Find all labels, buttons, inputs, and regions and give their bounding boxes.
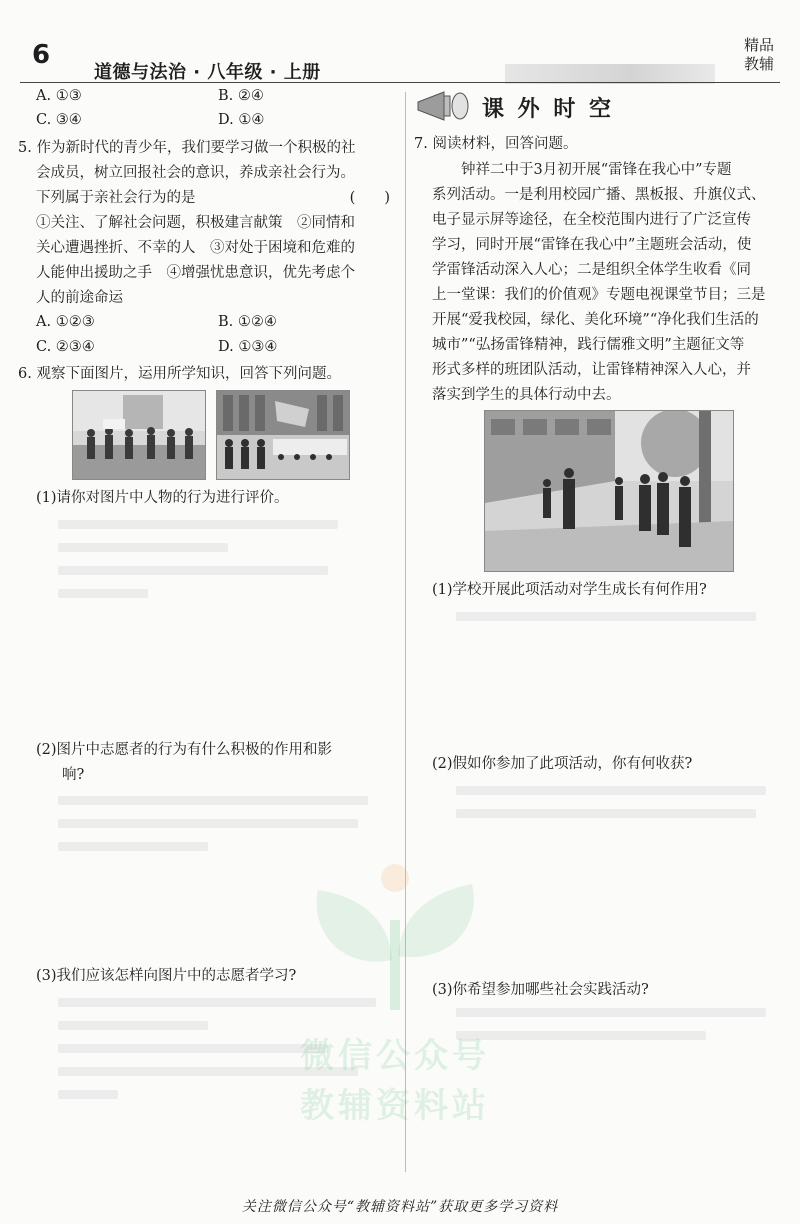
q7-material-line: 学雷锋活动深入人心；二是组织全体学生收看《同 [432,262,751,278]
faint-answer-line [456,786,766,795]
faint-answer-line [58,566,328,575]
faint-answer-line [58,1090,118,1099]
q5-option-d: D. ①③④ [218,339,278,355]
q7-sub-question-3: (3)你希望参加哪些社会实践活动? [432,982,649,998]
q6-sub-question-1: (1)请你对图片中人物的行为进行评价。 [36,490,289,506]
faint-answer-line [456,809,756,818]
question-5 [18,136,396,311]
q7-material-line: 形式多样的班团队活动，让雷锋精神深入人心，并 [432,362,751,378]
q6-sub-question-3: (3)我们应该怎样向图片中的志愿者学习? [36,968,297,984]
q7-material-line: 学习，同时开展“雷锋在我心中”主题班会活动，使 [432,237,752,253]
q6-sub-question-2-line-2: 响? [62,767,85,783]
q7-material-line: 钟祥二中于3月初开展“雷锋在我心中”专题 [461,162,732,178]
faint-answer-line [58,819,358,828]
q7-material-line: 上一堂课：我们的价值观》专题电视课堂节目；三是 [432,287,766,303]
q4-option-d: D. ①④ [218,112,265,128]
q6-sub-question-2 [36,738,396,788]
q5-line: 会成员，树立回报社会的意识，养成亲社会行为。 [36,165,355,181]
faint-answer-line [58,543,228,552]
footer-note: 关注微信公众号“教辅资料站”获取更多学习资料 [241,1199,559,1215]
brand-logo [744,36,774,74]
q5-line: 人的前途命运 [36,290,123,306]
q5-line: 下列属于亲社会行为的是 [36,190,196,206]
volunteer-photo-2 [216,390,350,480]
q6-answer-area-1 [58,520,358,598]
header-decorative-band [505,64,715,84]
faint-answer-line [58,589,148,598]
brand-line-1: 精品 [743,36,774,54]
faint-answer-line [456,1008,766,1017]
q5-option-c: C. ②③④ [36,339,95,355]
sprout-logo-icon [300,860,490,1020]
q5-line: 人能伸出援助之手 ④增强忧患意识，优先考虑个 [36,265,355,281]
q5-line: 5. 作为新时代的青少年，我们要学习做一个积极的社 [18,140,356,156]
faint-answer-line [456,1031,706,1040]
volunteer-photo-1 [72,390,206,480]
q7-answer-area-1 [456,612,776,621]
q4-option-c: C. ③④ [36,112,82,128]
q4-option-b: B. ②④ [218,88,264,104]
watermark-line-1: 微信公众号 [300,1036,490,1076]
q5-line: 关心遭遇挫折、不幸的人 ③对处于困境和危难的 [36,240,355,256]
q7-material-line: 系列活动。一是利用校园广播、黑板报、升旗仪式、 [432,187,766,203]
faint-answer-line [58,520,338,529]
q7-answer-area-2 [456,786,776,818]
watermark-line-2: 教辅资料站 [300,1086,490,1126]
q7-answer-area-3 [456,1008,776,1040]
faint-answer-line [58,1021,208,1030]
faint-answer-line [58,796,368,805]
faint-answer-line [456,612,756,621]
page-number: 6 [32,40,51,70]
street-activity-photo [484,410,734,572]
q5-option-a: A. ①②③ [36,314,95,330]
q5-line: ①关注、了解社会问题，积极建言献策 ②同情和 [36,215,355,231]
faint-answer-line [58,842,208,851]
section-title: 课 外 时 空 [482,97,614,122]
q7-material-line: 电子显示屏等途径，在全校范围内进行了广泛宣传 [432,212,751,228]
q7-sub-question-2: (2)假如你参加了此项活动，你有何收获? [432,756,693,772]
faint-answer-line [58,1044,328,1053]
q7-material-line: 开展“爱我校园，绿化、美化环境”“净化我们生活的 [432,312,759,328]
q7-material-line: 落实到学生的具体行动中去。 [432,387,621,403]
megaphone-icon [414,88,470,124]
q5-option-b: B. ①②④ [218,314,277,330]
street-activity-photo-image [485,411,733,571]
q7-prompt: 7. 阅读材料，回答问题。 [414,136,578,152]
q6-sub-question-2-line-1: (2)图片中志愿者的行为有什么积极的作用和影 [36,742,333,758]
q6-prompt: 6. 观察下面图片，运用所学知识，回答下列问题。 [18,366,341,382]
volunteer-photo-1-image [73,391,205,479]
header-rule [20,82,780,83]
q6-answer-area-2 [58,796,388,851]
book-title: 道德与法治 · 八年级 · 上册 [94,62,321,83]
q7-material [432,158,782,408]
q7-material-line: 城市”“弘扬雷锋精神，践行儒雅文明”主题征文等 [432,337,745,353]
q7-sub-question-1: (1)学校开展此项活动对学生成长有何作用? [432,582,707,598]
q4-option-a: A. ①③ [36,88,82,104]
volunteer-photo-2-image [217,391,349,479]
q5-answer-blank: ( ) [349,190,390,206]
brand-line-2: 教辅 [743,55,774,73]
q5-stem-line [18,186,396,211]
